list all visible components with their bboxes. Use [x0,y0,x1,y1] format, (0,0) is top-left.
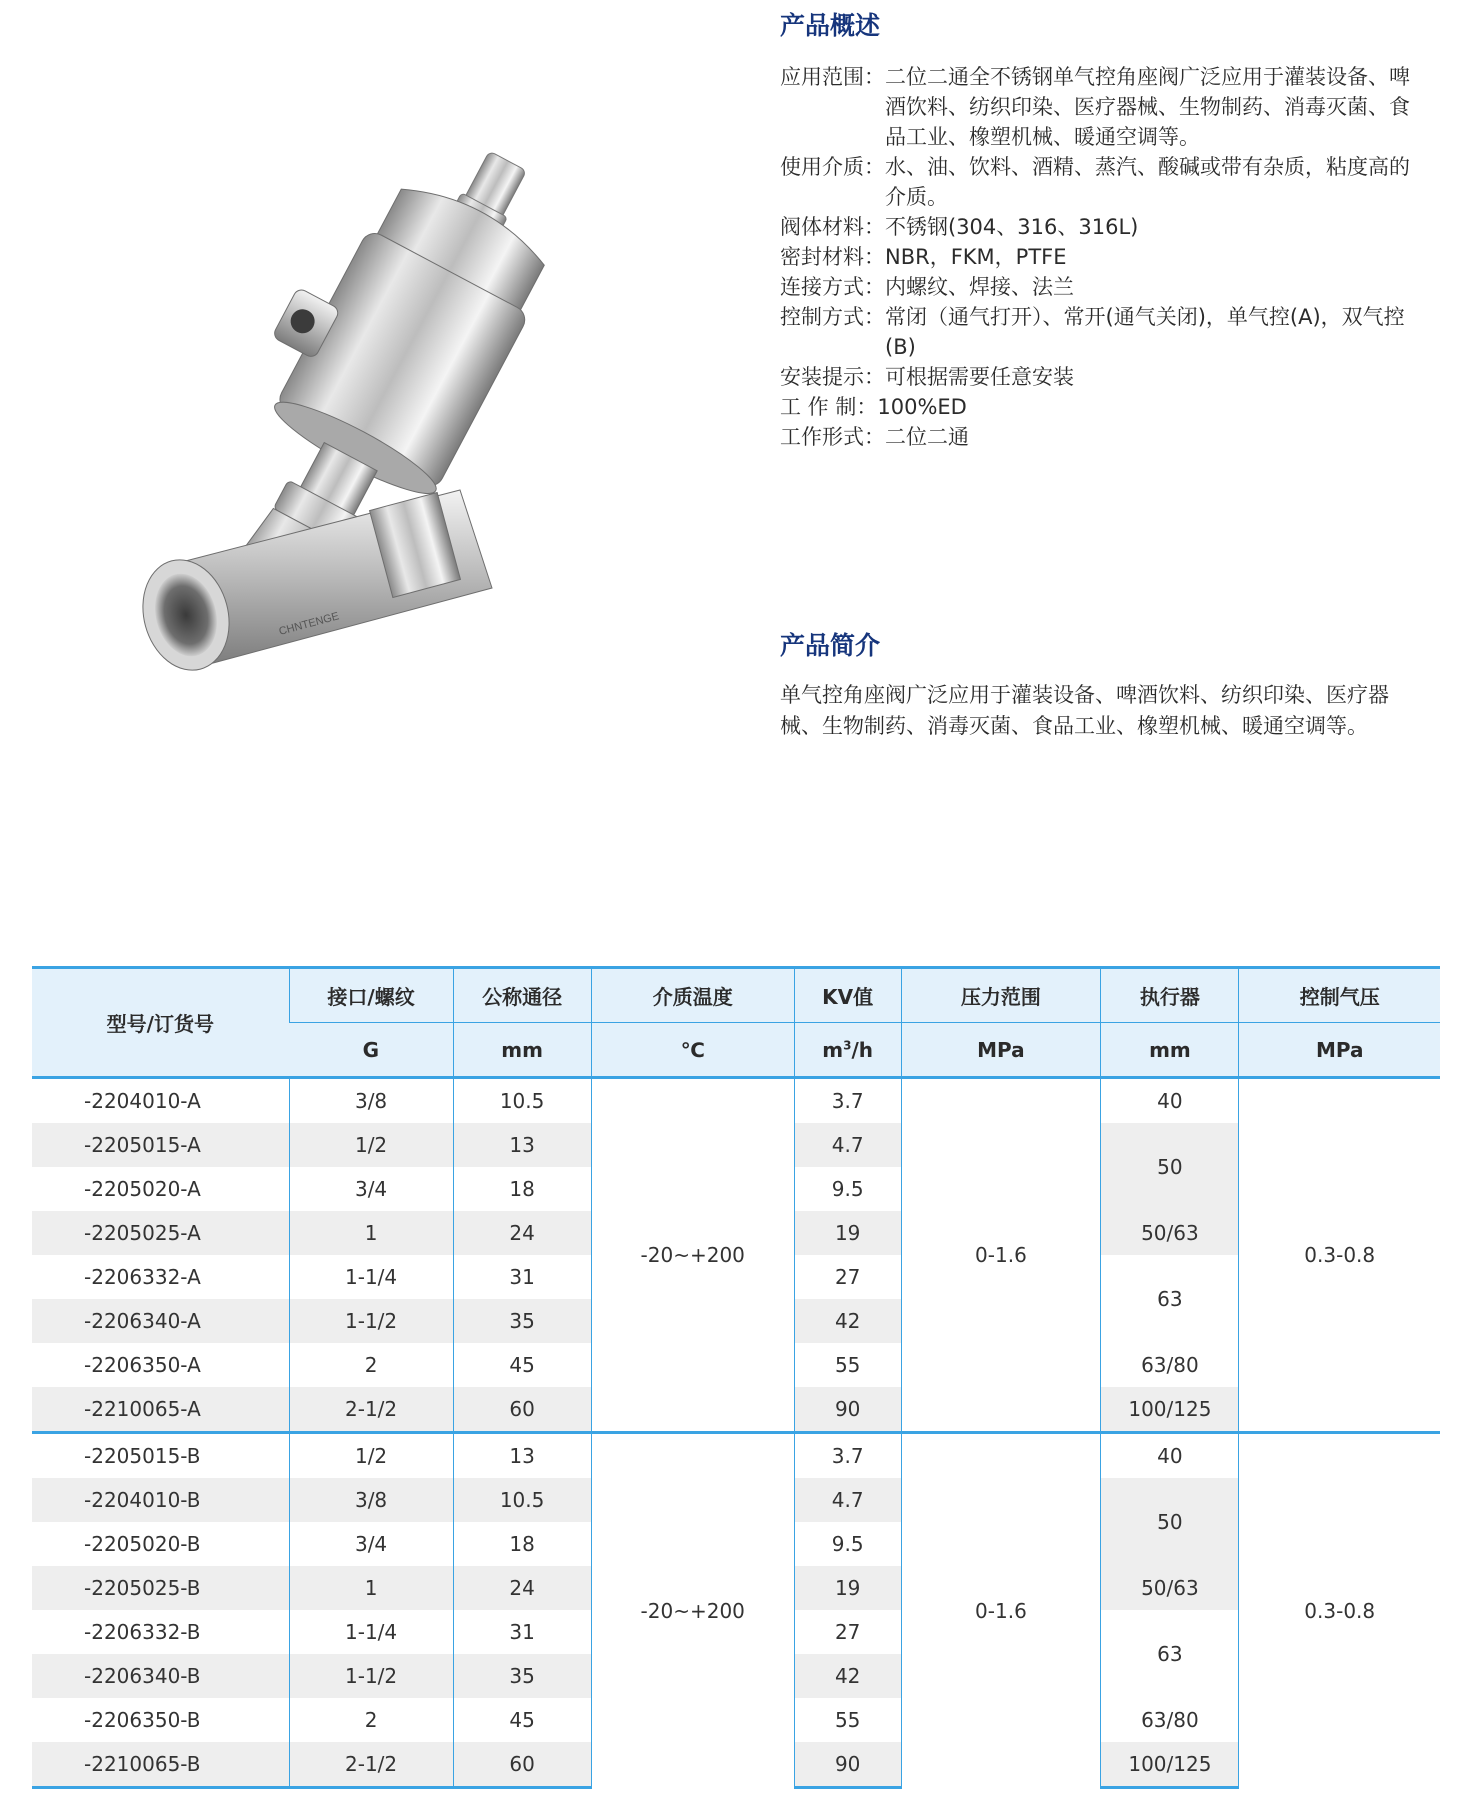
cell-model: -2205025-A [32,1211,289,1255]
spec-label: 控制方式： [780,305,885,329]
cell-kv: 27 [794,1255,901,1299]
cell-model: -2206332-A [84,1265,201,1289]
cell-actuator: 63/80 [1101,1698,1239,1742]
cell-kv: 90 [794,1742,901,1788]
cell-actuator: 63 [1101,1610,1239,1698]
cell-dn: 10.5 [453,1478,591,1522]
cell-port: 1 [289,1566,453,1610]
spec-label: 工 作 制： [780,395,878,419]
cell-port: 2 [289,1343,453,1387]
cell-kv: 3.7 [794,1433,901,1479]
spec-row [780,272,1420,302]
cell-model: -2205020-A [84,1177,201,1201]
cell-port: 1-1/2 [289,1654,453,1698]
spec-value: 常闭（通气打开）、常开(通气关闭)，单气控(A)，双气控(B) [885,305,1405,359]
cell-model: -2205025-B [32,1566,289,1610]
table-row [32,1078,1440,1124]
cell-model: -2204010-B [32,1478,289,1522]
spec-row [780,302,1420,362]
cell-actuator: 100/125 [1101,1387,1239,1433]
spec-row [780,62,1420,152]
cell-kv: 4.7 [794,1478,901,1522]
unit-temperature: ℃ [591,1023,794,1078]
cell-model: -2204010-A [32,1078,289,1124]
cell-kv: 19 [794,1211,901,1255]
cell-port: 2 [289,1698,453,1742]
cell-dn: 45 [453,1698,591,1742]
unit-air-pressure: MPa [1239,1023,1440,1078]
cell-kv: 55 [794,1343,901,1387]
col-header-temperature: 介质温度 [591,968,794,1023]
col-header-port: 接口/螺纹 [289,968,453,1023]
unit-port: G [289,1023,453,1078]
spec-label: 阀体材料： [780,215,885,239]
cell-port: 2-1/2 [289,1742,453,1788]
cell-air-pressure: 0.3-0.8 [1239,1078,1440,1433]
cell-port: 3/8 [289,1078,453,1124]
table-row [32,1433,1440,1479]
col-header-dn: 公称通径 [453,968,591,1023]
unit-actuator: mm [1101,1023,1239,1078]
cell-dn: 31 [453,1610,591,1654]
spec-value: 可根据需要任意安装 [885,365,1074,389]
cell-model: -2210065-B [32,1742,289,1788]
cell-model: -2206340-A [32,1299,289,1343]
spec-value: 不锈钢(304、316、316L) [885,215,1139,239]
spec-value: 100%ED [877,395,967,419]
cell-air-pressure: 0.3-0.8 [1239,1433,1440,1788]
cell-model: -2206332-B [84,1620,201,1644]
cell-port: 1-1/2 [289,1299,453,1343]
spec-label: 连接方式： [780,275,885,299]
angle-seat-valve-image [130,110,560,760]
cell-dn: 35 [453,1299,591,1343]
overview-title: 产品概述 [780,11,881,40]
cell-temperature: -20~+200 [591,1433,794,1788]
cell-port: 3/4 [289,1522,453,1566]
cell-model: -2206340-B [32,1654,289,1698]
spec-label: 安装提示： [780,365,885,389]
valve-engraving-text: CHNTENGE [277,610,341,638]
cell-model: -2205015-A [32,1123,289,1167]
cell-model: -2205020-B [84,1532,201,1556]
cell-model: -2205015-B [32,1433,289,1479]
cell-kv: 55 [794,1698,901,1742]
overview-spec-list [780,62,1420,452]
cell-kv: 27 [794,1610,901,1654]
unit-pressure: MPa [901,1023,1101,1078]
spec-row [780,212,1420,242]
spec-value: 二位二通全不锈钢单气控角座阀广泛应用于灌装设备、啤酒饮料、纺织印染、医疗器械、生物制药、消毒灭菌、食品工业、橡塑机械、暖通空调等。 [885,65,1410,149]
spec-label: 密封材料： [780,245,885,269]
cell-dn: 60 [453,1387,591,1433]
col-header-air-pressure: 控制气压 [1239,968,1440,1023]
cell-port: 1 [289,1211,453,1255]
spec-row [780,362,1420,392]
cell-kv: 42 [794,1299,901,1343]
cell-dn: 24 [453,1566,591,1610]
spec-row [780,242,1420,272]
cell-temperature: -20~+200 [591,1078,794,1433]
cell-port: 3/8 [289,1478,453,1522]
spec-label: 应用范围： [780,65,885,89]
spec-value: 内螺纹、焊接、法兰 [885,275,1074,299]
cell-port: 1-1/4 [289,1610,453,1654]
spec-value: 水、油、饮料、酒精、蒸汽、酸碱或带有杂质，粘度高的介质。 [885,155,1410,209]
cell-dn: 18 [453,1522,591,1566]
spec-table [32,966,1440,1789]
cell-port: 1/2 [289,1433,453,1479]
cell-kv: 42 [794,1654,901,1698]
cell-port: 2-1/2 [289,1387,453,1433]
cell-actuator: 50/63 [1101,1566,1239,1610]
cell-pressure: 0-1.6 [901,1433,1101,1788]
spec-value: 二位二通 [885,425,969,449]
cell-port: 3/4 [289,1167,453,1211]
spec-value: NBR，FKM，PTFE [885,245,1067,269]
cell-dn: 18 [453,1167,591,1211]
cell-dn: 13 [453,1123,591,1167]
table-group-b [32,1433,1440,1788]
col-header-kv: KV值 [794,968,901,1023]
unit-dn: mm [453,1023,591,1078]
spec-label: 工作形式： [780,425,885,449]
cell-actuator: 63 [1101,1255,1239,1343]
cell-port: 1-1/4 [289,1255,453,1299]
cell-dn: 10.5 [453,1078,591,1124]
cell-actuator: 63/80 [1101,1343,1239,1387]
col-header-pressure: 压力范围 [901,968,1101,1023]
col-header-model: 型号/订货号 [32,968,289,1078]
cell-actuator: 50/63 [1101,1211,1239,1255]
cell-kv: 3.7 [794,1078,901,1124]
cell-kv: 19 [794,1566,901,1610]
cell-actuator: 40 [1101,1433,1239,1479]
cell-dn: 13 [453,1433,591,1479]
unit-kv: $m^3/h$ [794,1023,901,1078]
table-group-a [32,1078,1440,1433]
cell-actuator: 50 [1101,1478,1239,1566]
spec-row [780,422,1420,452]
cell-dn: 45 [453,1343,591,1387]
spec-label: 使用介质： [780,155,885,179]
cell-kv: 9.5 [794,1522,901,1566]
cell-actuator: 100/125 [1101,1742,1239,1788]
cell-model: -2210065-A [32,1387,289,1433]
cell-model: -2206350-A [84,1353,201,1377]
cell-dn: 60 [453,1742,591,1788]
cell-kv: 90 [794,1387,901,1433]
col-header-actuator: 执行器 [1101,968,1239,1023]
spec-row [780,152,1420,212]
cell-kv: 9.5 [794,1167,901,1211]
cell-dn: 31 [453,1255,591,1299]
cell-actuator: 40 [1101,1078,1239,1124]
intro-title: 产品简介 [780,631,881,660]
spec-row [780,392,1420,422]
cell-dn: 24 [453,1211,591,1255]
cell-actuator: 50 [1101,1123,1239,1211]
cell-kv: 4.7 [794,1123,901,1167]
cell-pressure: 0-1.6 [901,1078,1101,1433]
intro-text: 单气控角座阀广泛应用于灌装设备、啤酒饮料、纺织印染、医疗器械、生物制药、消毒灭菌、食品工业、橡塑机械、暖通空调等。 [780,683,1389,738]
cell-port: 1/2 [289,1123,453,1167]
cell-dn: 35 [453,1654,591,1698]
cell-model: -2206350-B [84,1708,201,1732]
